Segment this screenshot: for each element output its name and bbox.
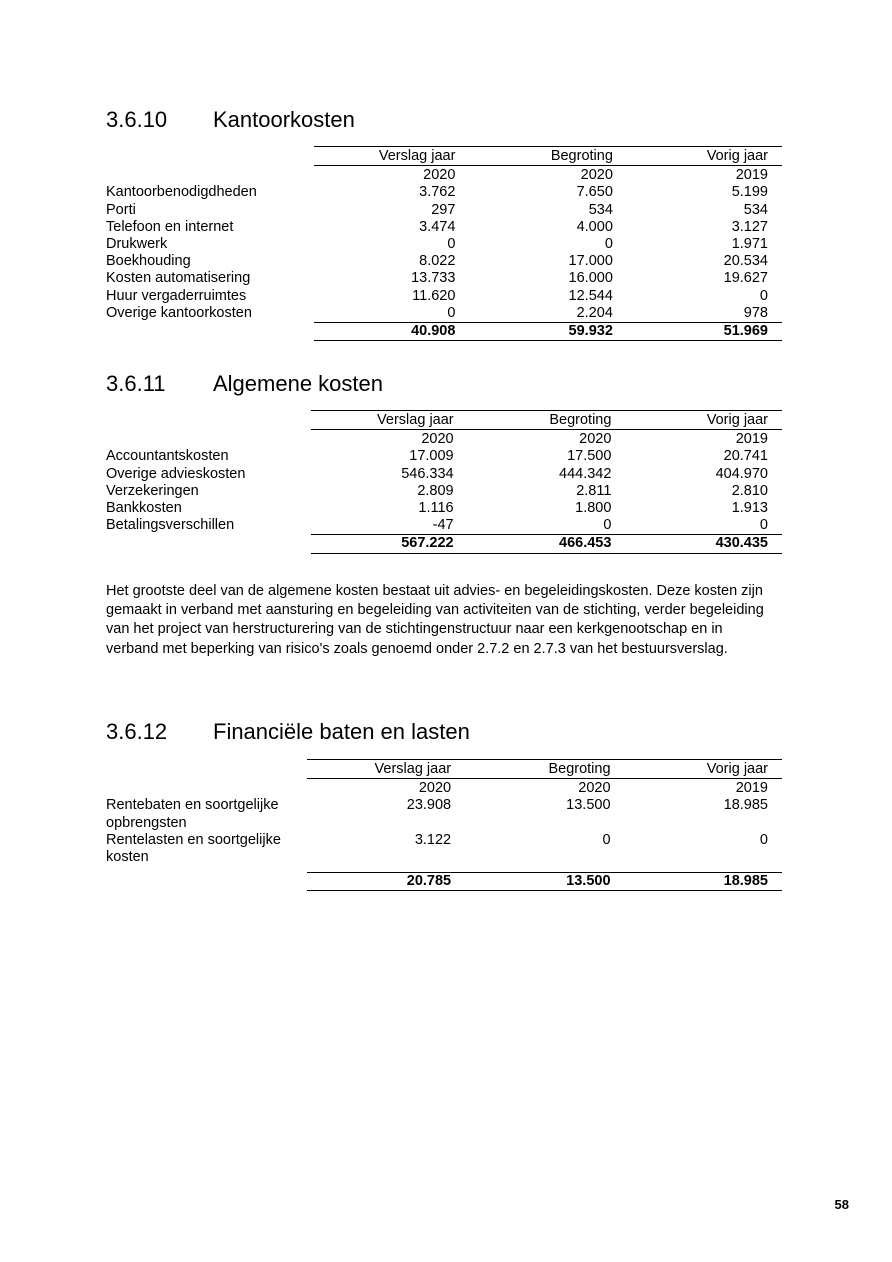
table-row	[106, 832, 782, 866]
row-value-vorig-jaar: 2.810	[731, 482, 768, 499]
table-row	[106, 219, 782, 236]
page-number: 58	[834, 1197, 849, 1212]
table-row	[106, 202, 782, 219]
year-begroting: 2020	[469, 166, 626, 185]
column-header-verslag-jaar: Verslag jaar	[311, 411, 468, 430]
row-value-begroting: 0	[604, 236, 613, 253]
total-begroting: 13.500	[465, 873, 624, 891]
algemene-kosten-table	[106, 410, 782, 554]
row-value-begroting: 12.544	[568, 287, 613, 304]
table-row	[106, 305, 782, 323]
row-value-begroting: 0	[603, 517, 612, 534]
table-total-row	[106, 535, 782, 553]
column-header-begroting: Begroting	[465, 760, 624, 779]
row-label: Porti	[106, 201, 136, 218]
table-header-row	[106, 411, 782, 430]
total-verslag-jaar: 20.785	[307, 873, 465, 891]
year-vorig-jaar: 2019	[627, 166, 782, 185]
row-value-vorig-jaar: 3.127	[731, 218, 768, 235]
section-title: Kantoorkosten	[213, 107, 355, 132]
row-label: Kantoorbenodigdheden	[106, 184, 257, 201]
column-header-vorig-jaar: Vorig jaar	[627, 147, 782, 166]
row-label: Accountantskosten	[106, 448, 229, 465]
row-value-vorig-jaar: 19.627	[723, 270, 768, 287]
row-value-begroting: 7.650	[576, 184, 613, 201]
row-value-begroting: 444.342	[559, 465, 612, 482]
total-vorig-jaar: 18.985	[625, 873, 782, 891]
column-header-begroting: Begroting	[468, 411, 626, 430]
row-value-vorig-jaar: 978	[743, 304, 768, 321]
table-year-row	[106, 166, 782, 185]
section-heading-algemene-kosten	[106, 371, 383, 397]
year-verslag-jaar: 2020	[311, 430, 468, 449]
year-verslag-jaar: 2020	[314, 166, 470, 185]
table-header-row	[106, 760, 782, 779]
row-value-verslag-jaar: 3.122	[414, 831, 452, 848]
row-value-verslag-jaar: 11.620	[412, 287, 456, 304]
row-label: Kosten automatisering	[106, 270, 251, 287]
table-header-row	[106, 147, 782, 166]
year-begroting: 2020	[465, 779, 624, 798]
row-value-begroting: 17.500	[567, 448, 612, 465]
row-label: Rentelasten en soortgelijke kosten	[106, 831, 281, 866]
total-begroting: 466.453	[468, 535, 626, 553]
section-heading-financiele-baten-en-lasten	[106, 719, 470, 745]
row-label: Drukwerk	[106, 236, 168, 253]
section-title: Financiële baten en lasten	[213, 719, 470, 744]
row-value-begroting: 2.204	[576, 304, 613, 321]
row-value-verslag-jaar: 13.733	[411, 270, 456, 287]
row-value-verslag-jaar: 8.022	[419, 253, 456, 270]
table-row	[106, 797, 782, 831]
table-year-row	[106, 430, 782, 449]
table-row	[106, 448, 782, 465]
row-value-verslag-jaar: 23.908	[406, 797, 452, 814]
row-label: Betalingsverschillen	[106, 517, 235, 534]
table-row	[106, 466, 782, 483]
table-row	[106, 184, 782, 201]
row-label: Verzekeringen	[106, 482, 199, 499]
row-value-verslag-jaar: 0	[447, 236, 456, 253]
row-value-begroting: 2.811	[576, 482, 612, 499]
total-begroting: 59.932	[469, 323, 626, 341]
year-vorig-jaar: 2019	[625, 779, 782, 798]
row-label: Huur vergaderruimtes	[106, 287, 247, 304]
table-row	[106, 288, 782, 305]
row-label: Overige kantoorkosten	[106, 304, 252, 321]
row-value-verslag-jaar: 1.116	[418, 500, 454, 517]
row-value-verslag-jaar: 546.334	[401, 465, 454, 482]
row-value-begroting: 4.000	[576, 218, 613, 235]
row-value-begroting: 0	[602, 831, 611, 848]
row-value-begroting: 16.000	[568, 270, 613, 287]
column-header-verslag-jaar: Verslag jaar	[307, 760, 465, 779]
section-title: Algemene kosten	[213, 371, 383, 396]
row-value-vorig-jaar: 534	[743, 201, 768, 218]
section-number: 3.6.12	[106, 719, 168, 744]
table-total-row	[106, 873, 782, 891]
row-value-begroting: 17.000	[568, 253, 613, 270]
kantoorkosten-table	[106, 146, 782, 341]
row-label: Rentebaten en soortgelijke opbrengsten	[106, 797, 279, 831]
column-header-begroting: Begroting	[469, 147, 626, 166]
row-value-vorig-jaar: 18.985	[723, 797, 768, 814]
row-value-begroting: 1.800	[575, 500, 612, 517]
row-value-vorig-jaar: 404.970	[715, 465, 768, 482]
year-verslag-jaar: 2020	[307, 779, 465, 798]
row-value-verslag-jaar: -47	[432, 517, 454, 534]
total-verslag-jaar: 40.908	[314, 323, 470, 341]
year-vorig-jaar: 2019	[625, 430, 782, 449]
row-value-verslag-jaar: 0	[447, 304, 456, 321]
section-number: 3.6.11	[106, 371, 166, 396]
year-begroting: 2020	[468, 430, 626, 449]
table-row	[106, 270, 782, 287]
row-value-verslag-jaar: 3.762	[419, 184, 456, 201]
total-vorig-jaar: 51.969	[627, 323, 782, 341]
column-header-vorig-jaar: Vorig jaar	[625, 411, 782, 430]
column-header-verslag-jaar: Verslag jaar	[314, 147, 470, 166]
table-row	[106, 253, 782, 270]
section-heading-kantoorkosten	[106, 107, 355, 133]
column-header-vorig-jaar: Vorig jaar	[625, 760, 782, 779]
section-number: 3.6.10	[106, 107, 168, 132]
table-row	[106, 517, 782, 535]
row-value-vorig-jaar: 5.199	[731, 184, 768, 201]
row-value-verslag-jaar: 3.474	[419, 218, 456, 235]
total-verslag-jaar: 567.222	[311, 535, 468, 553]
row-value-verslag-jaar: 297	[431, 201, 456, 218]
row-value-vorig-jaar: 0	[759, 287, 768, 304]
row-value-vorig-jaar: 20.741	[723, 448, 768, 465]
row-label: Boekhouding	[106, 253, 191, 270]
row-value-verslag-jaar: 2.809	[417, 482, 454, 499]
financiele-baten-table	[106, 759, 782, 891]
table-row	[106, 483, 782, 500]
row-label: Bankkosten	[106, 500, 182, 517]
total-vorig-jaar: 430.435	[625, 535, 782, 553]
algemene-kosten-explanation: Het grootste deel van de algemene kosten bestaat uit advies- en begeleidingskosten. Deze kosten zijn gemaakt in verband met aansturing en begeleiding van activiteiten van de stichting, verder begeleiding van het project van herstructurering van de stichtingenstructuur naar een kerkgenootschap en in verband met beperking van risico's zoals genoemd onder 2.7.2 en 2.7.3 van het bestuursverslag.	[106, 583, 764, 657]
row-label: Telefoon en internet	[106, 218, 234, 235]
row-value-vorig-jaar: 1.913	[731, 500, 768, 517]
table-row	[106, 236, 782, 253]
row-label: Overige advieskosten	[106, 465, 246, 482]
table-year-row	[106, 779, 782, 798]
row-value-vorig-jaar: 20.534	[723, 253, 768, 270]
row-value-begroting: 534	[588, 201, 613, 218]
row-value-verslag-jaar: 17.009	[409, 448, 454, 465]
table-total-row	[106, 323, 782, 341]
row-value-begroting: 13.500	[566, 797, 611, 814]
row-value-vorig-jaar: 1.971	[731, 236, 768, 253]
table-row	[106, 500, 782, 517]
row-value-vorig-jaar: 0	[759, 831, 768, 848]
row-value-vorig-jaar: 0	[759, 517, 768, 534]
